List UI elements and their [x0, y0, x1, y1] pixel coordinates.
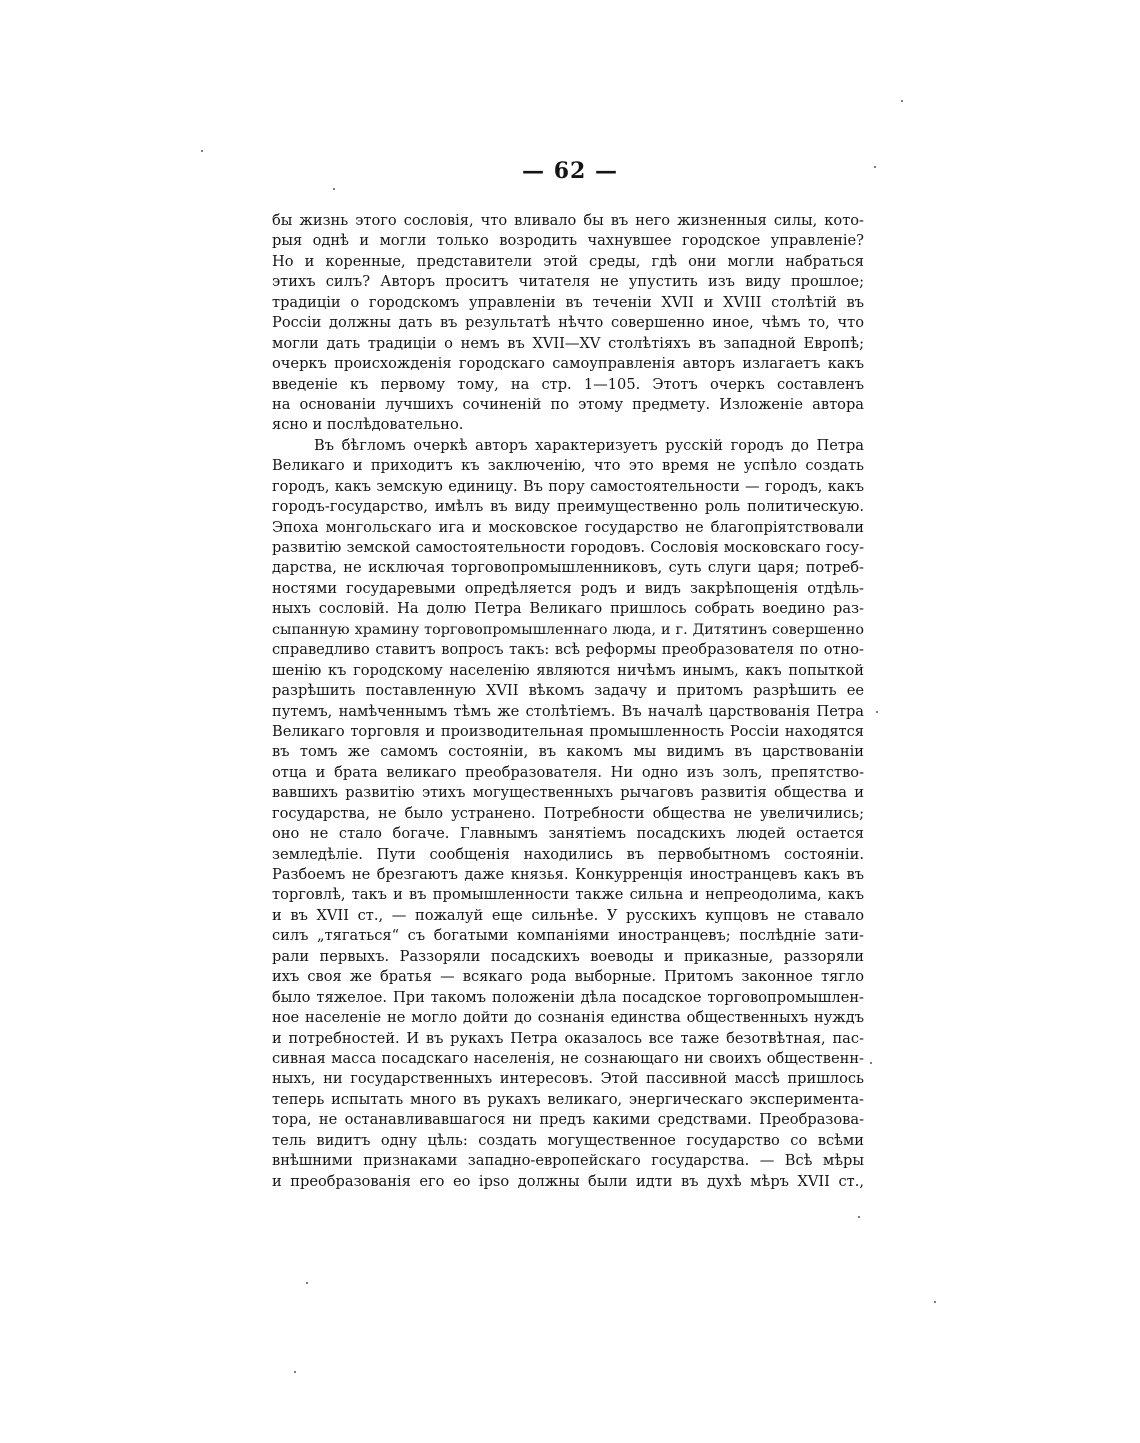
text-line: ностями государевыми опредѣляется родъ и видъ закрѣпощенія отдѣль- — [272, 579, 864, 597]
text-line: городъ-государство, имѣлъ въ виду преимущественно роль политическую. — [272, 498, 864, 516]
text-line: бы жизнь этого сословія, что вливало бы въ него жизненныя силы, кото- — [272, 212, 864, 229]
text-line: ихъ своя же братья — всякаго рода выборные. Притомъ законное тягло — [272, 968, 864, 986]
text-line: земледѣліе. Пути сообщенія находились въ первобытномъ состояніи. — [272, 845, 864, 863]
paper-speck — [870, 1062, 872, 1064]
text-line: путемъ, намѣченнымъ тѣмъ же столѣтіемъ. Въ началѣ царствованія Петра — [272, 702, 864, 720]
text-line: Великаго торговля и производительная промышленность Россіи находятся — [272, 722, 864, 740]
paper-speck — [333, 188, 335, 190]
text-line: сивная масса посадскаго населенія, не сознающаго ни своихъ общественн- — [272, 1049, 864, 1067]
text-line: дарства, не исключая торговопромышленниковъ, суть слуги царя; потреб- — [272, 559, 864, 577]
text-line: теперь испытать много въ рукахъ великаго, энергическаго эксперимента- — [272, 1090, 864, 1108]
paper-speck — [306, 1282, 308, 1284]
text-line: очеркъ происхожденія городскаго самоуправленія авторъ излагаетъ какъ — [272, 355, 864, 373]
text-line: торговлѣ, такъ и въ промышленности также сильна и непреодолима, какъ — [272, 886, 864, 904]
text-line: разрѣшить поставленную XVII вѣкомъ задачу и притомъ разрѣшить ее — [272, 682, 864, 700]
paper-speck — [934, 1301, 936, 1303]
text-line: могли дать традиціи о немъ въ XVII—XV столѣтіяхъ въ западной Европѣ; — [272, 334, 864, 352]
text-line: было тяжелое. При такомъ положеніи дѣла посадское торговопромышлен- — [272, 988, 864, 1006]
text-line: оно не стало богаче. Главнымъ занятіемъ посадскихъ людей остается — [272, 825, 864, 843]
paragraph-2 — [272, 436, 864, 1192]
text-line: тора, не останавливавшагося ни предъ какими средствами. Преобразова- — [272, 1111, 864, 1129]
text-line: рыя однѣ и могли только возродить чахнувшее городское управленіе? — [272, 232, 864, 250]
text-line: Но и коренные, представители этой среды, гдѣ они могли набраться — [272, 252, 864, 270]
text-line: развитію земской самостоятельности городовъ. Сословія московскаго госу- — [272, 539, 864, 556]
text-line: Великаго и приходитъ къ заключенію, что это время не успѣло создать — [272, 457, 864, 475]
text-line: ныхъ, ни государственныхъ интересовъ. Этой пассивной массѣ пришлось — [272, 1070, 864, 1088]
text-line: Эпоха монгольскаго ига и московское государство не благопріятствовали — [272, 518, 864, 536]
text-line: на основаніи лучшихъ сочиненій по этому предмету. Изложеніе автора — [272, 395, 864, 413]
text-line: и преобразованія его eo ipso должны были идти въ духѣ мѣръ XVII ст., — [272, 1172, 864, 1190]
paper-speck — [874, 166, 876, 168]
text-line: государства, не было устранено. Потребности общества не увеличились; — [272, 804, 864, 822]
text-line: Разбоемъ не брезгаютъ даже князья. Конкурренція иностранцевъ какъ въ — [272, 866, 864, 883]
text-line: справедливо ставитъ вопросъ такъ: всѣ реформы преобразователя по отно- — [272, 641, 864, 659]
text-line: рали первыхъ. Раззоряли посадскихъ воеводы и приказные, раззоряли — [272, 947, 864, 965]
text-line: Россіи должны дать въ результатѣ нѣчто совершенно иное, чѣмъ то, что — [272, 314, 864, 332]
text-line: ясно и послѣдовательно. — [272, 416, 464, 434]
text-line: Въ бѣгломъ очеркѣ авторъ характеризуетъ русскій городъ до Петра — [314, 436, 864, 454]
text-line: ное населеніе не могло дойти до сознанія единства общественныхъ нуждъ — [272, 1009, 864, 1027]
text-line: традиціи о городскомъ управленіи въ теченіи XVII и XVIII столѣтій въ — [272, 293, 864, 311]
text-line: сыпанную храмину торговопромышленнаго люда, и г. Дитятинъ совершенно — [272, 621, 864, 638]
paragraph-1 — [272, 211, 864, 436]
paper-speck — [876, 711, 878, 713]
text-line: введеніе къ первому тому, на стр. 1—105. Этотъ очеркъ составленъ — [272, 375, 864, 393]
paper-speck — [201, 150, 203, 152]
text-line: тель видитъ одну цѣль: создать могущественное государство со всѣми — [272, 1131, 864, 1149]
text-line: шенію къ городскому населенію являются ничѣмъ инымъ, какъ попыткой — [272, 661, 864, 679]
text-line: и въ XVII ст., — пожалуй еще сильнѣе. У русскихъ купцовъ не ставало — [272, 906, 864, 924]
page-number: — 62 — — [522, 158, 618, 184]
text-line: ныхъ сословій. На долю Петра Великаго пришлось собрать воедино раз- — [272, 600, 864, 618]
paper-speck — [901, 100, 903, 102]
text-line: этихъ силъ? Авторъ проситъ читателя не упустить изъ виду прошлое; — [272, 273, 864, 291]
body-text — [272, 211, 864, 1192]
text-line: силъ „тягаться“ съ богатыми компаніями иностранцевъ; послѣдніе зати- — [272, 927, 864, 945]
paper-speck — [858, 1216, 860, 1218]
text-line: внѣшними признаками западно-европейскаго государства. — Всѣ мѣры — [272, 1152, 864, 1170]
text-line: и потребностей. И въ рукахъ Петра оказалось все таже безотвѣтная, пас- — [272, 1029, 864, 1047]
text-line: отца и брата великаго преобразователя. Ни одно изъ золъ, препятство- — [272, 763, 864, 781]
text-line: вавшихъ развитію этихъ могущественныхъ рычаговъ развитія общества и — [272, 784, 864, 802]
paper-speck — [294, 1371, 296, 1373]
text-line: въ томъ же самомъ состояніи, въ какомъ мы видимъ въ царствованіи — [272, 743, 864, 761]
text-line: городъ, какъ земскую единицу. Въ пору самостоятельности — городъ, какъ — [272, 477, 864, 495]
